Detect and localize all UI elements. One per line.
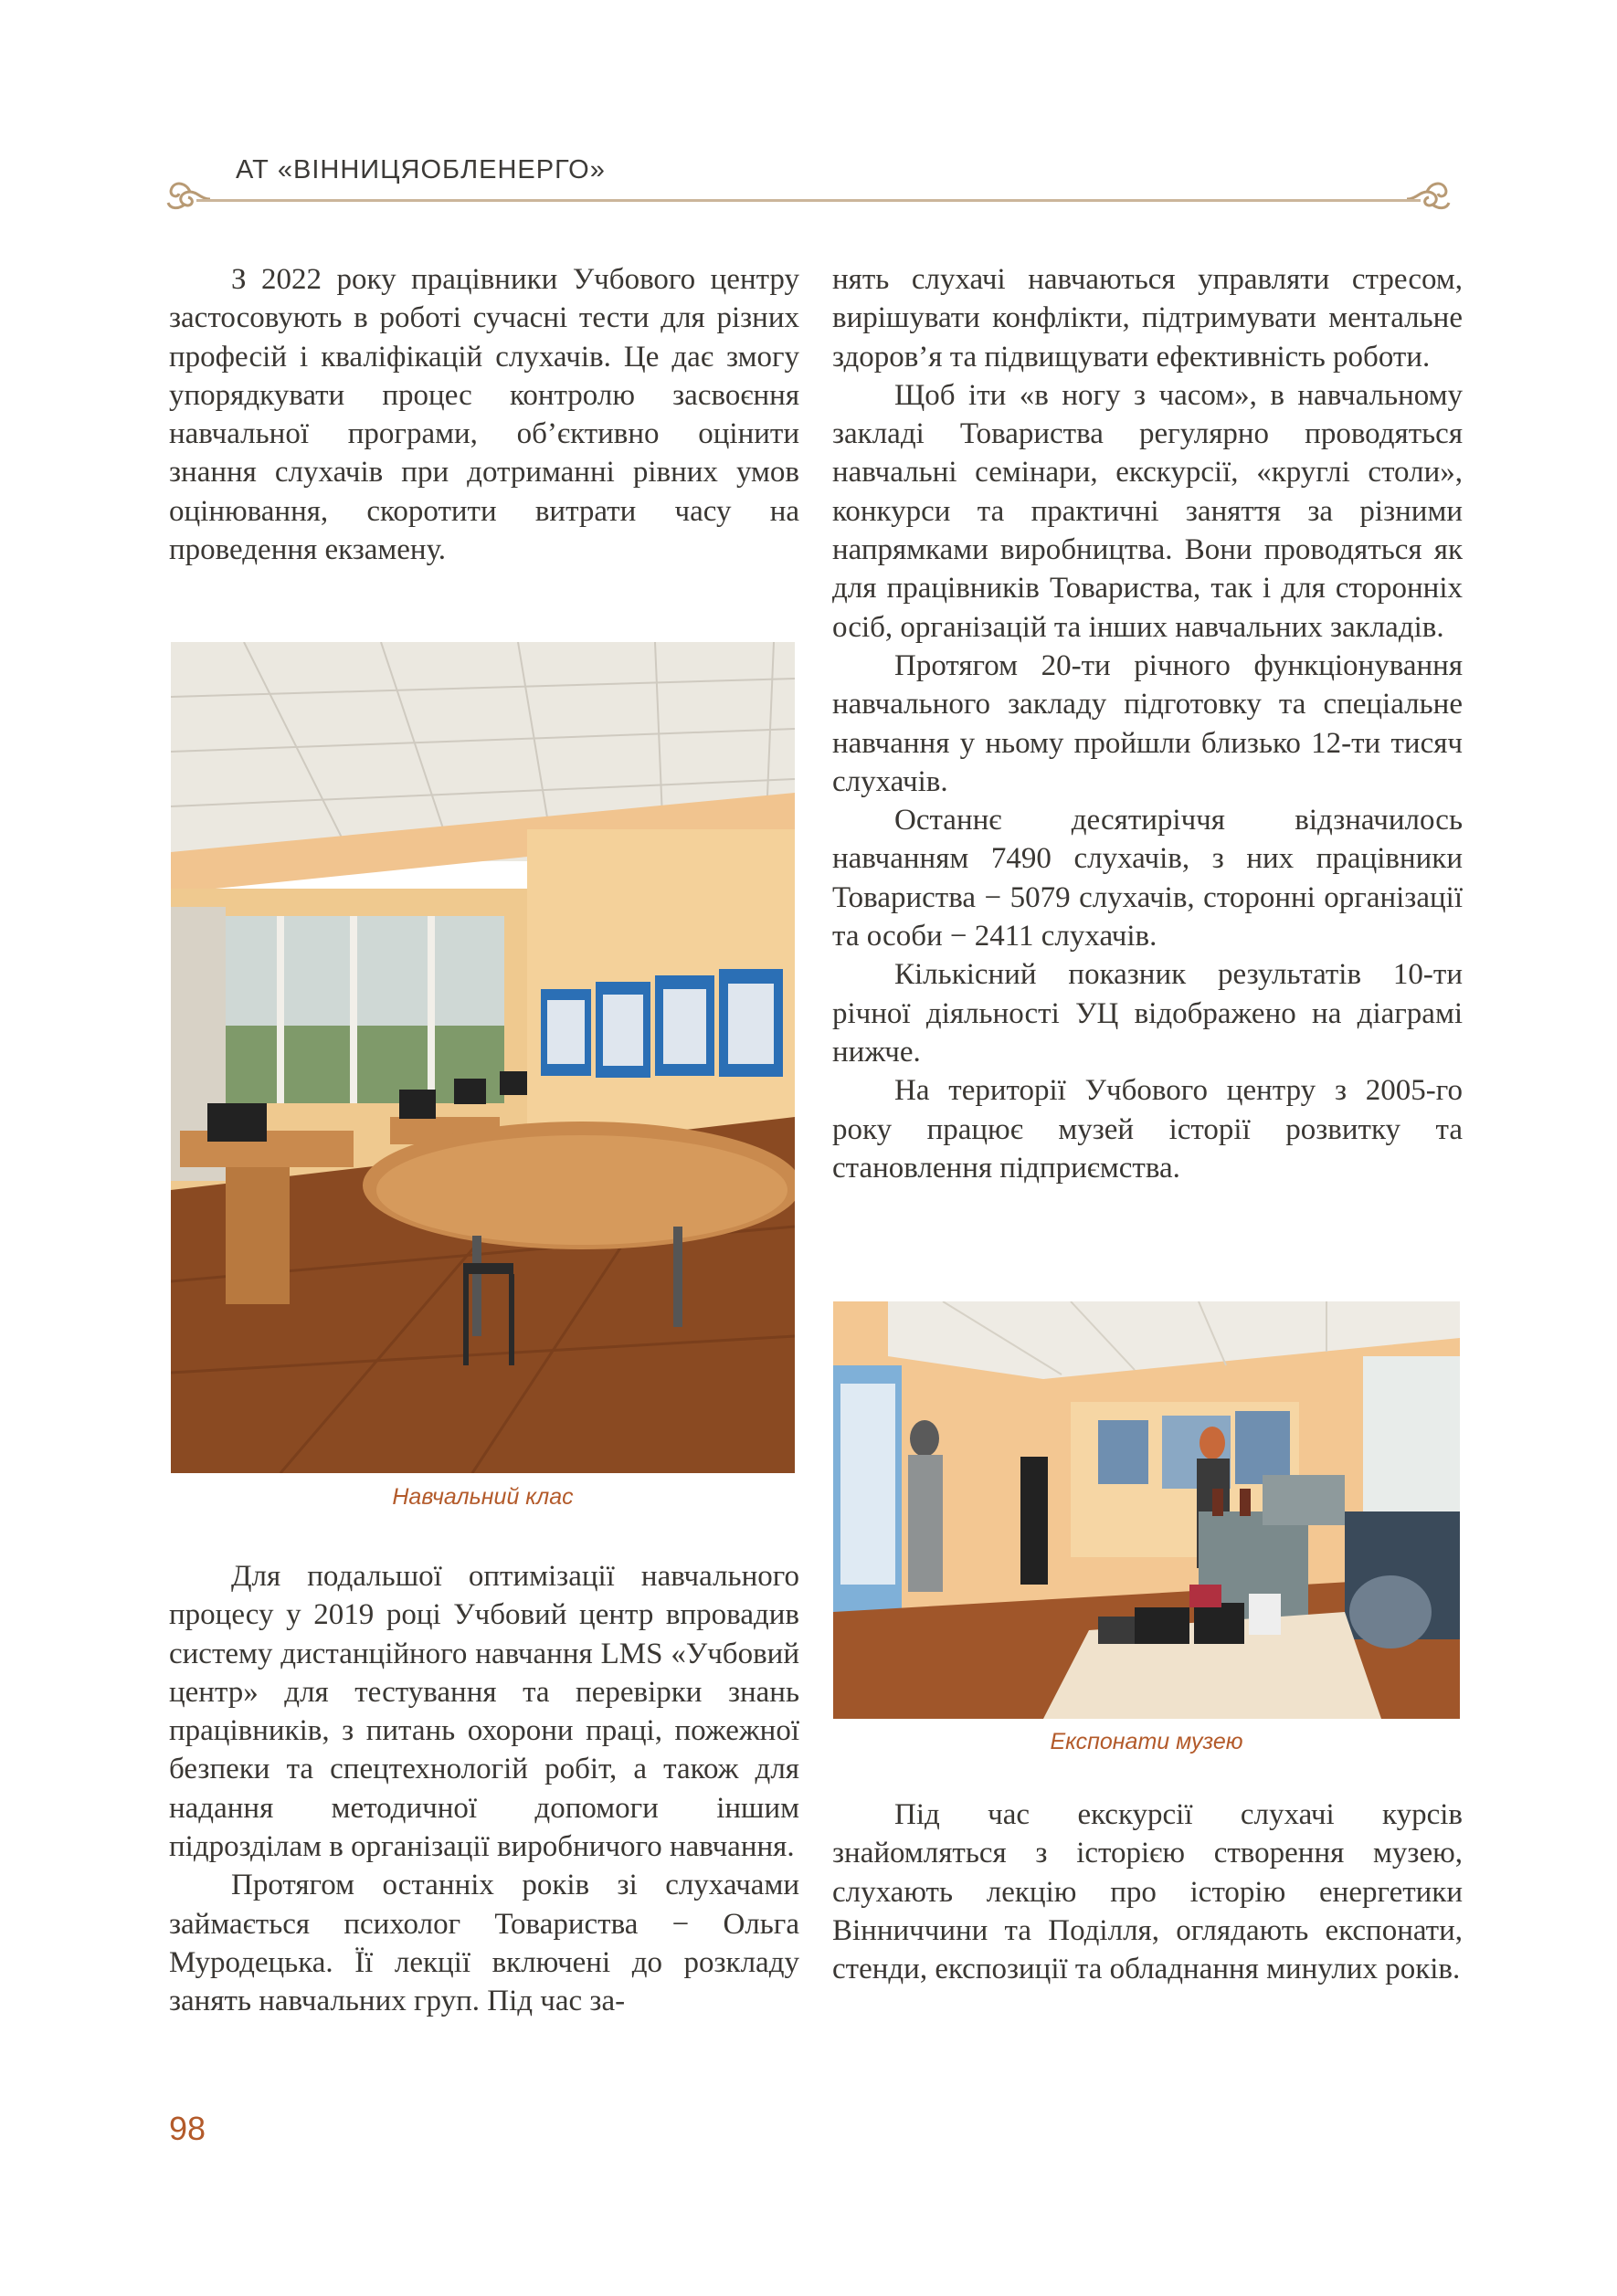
decorative-ornament-right-icon [1401, 172, 1453, 216]
paragraph-decade: Останнє десятиріччя відзначилось навчанням 7490 слухачів, з них працівники Товариства − 5079 слухачів, сторонні організації та особи − 2411 слухачів. [832, 804, 1463, 953]
page-number: 98 [169, 2110, 206, 2147]
left-column-bottom [169, 1557, 799, 2021]
paragraph-seminars: Щоб іти «в ногу з часом», в навчальному закладі Товариства регулярно проводяться навчальні семінари, екскурсії, «круглі столи», конкурси та практичні заняття за різними напрямками виробництва. Вони проводяться як для працівників Товариства, так і для сторонніх осіб, організацій та інших навчальних закладів. [832, 378, 1463, 644]
paragraph-lms: Для подальшої оптимізації навчального процесу у 2019 році Учбовий центр впровадив систему дистанційного навчання LMS «Учбовий центр» для тестування та перевірки знань працівників, з питань охорони праці, пожежної безпеки та спецтехнологій робіт, а також для надання методичної допомоги іншим підрозділам в організації виробничого навчання. [169, 1560, 799, 1864]
classroom-photo [171, 642, 795, 1473]
decorative-ornament-left-icon [164, 172, 216, 216]
paragraph-diagram-note: Кількісний показник результатів 10-ти річної діяльності УЦ відображено на діаграмі нижче. [832, 958, 1463, 1069]
paragraph-stress: нять слухачі навчаються управляти стресом, вирішувати конфлікти, підтримувати ментальне здоров’я та підвищувати ефективність роботи. [832, 263, 1463, 374]
left-column-top [169, 260, 799, 569]
header-divider [196, 199, 1421, 202]
paragraph-psychologist: Протягом останніх років зі слухачами займається психолог Товариства − Ольга Муродецька. Її лекції включені до розкладу занять навчальних груп. Під час за- [169, 1869, 799, 2018]
paragraph-20-years: Протягом 20-ти річного функціонування навчального закладу підготовку та спеціальне навчання у ньому пройшли близько 12-ти тисяч слухачів. [832, 648, 1463, 798]
museum-photo-caption: Експонати музею [1050, 1729, 1243, 1754]
running-header: АТ «ВІННИЦЯОБЛЕНЕРГО» [236, 155, 606, 184]
paragraph-tests: З 2022 року працівники Учбового центру застосовують в роботі сучасні тести для різних професій і кваліфікацій слухачів. Це дає змогу упорядкувати процес контролю засвоєння навчальної програми, об’єктивно оцінити знання слухачів при дотриманні рівних умов оцінювання, скоротити витрати часу на проведення екзамену. [169, 263, 799, 567]
classroom-photo-caption: Навчальний клас [392, 1484, 574, 1510]
paragraph-excursion: Під час екскурсії слухачі курсів знайомляться з історією створення музею, слухають лекцію про історію енергетики Вінниччини та Поділля, оглядають експонати, стенди, експозиції та обладнання минулих років. [832, 1798, 1463, 1986]
right-column-bottom [832, 1796, 1463, 1988]
paragraph-museum: На території Учбового центру з 2005-го року працює музей історії розвитку та становлення підприємства. [832, 1074, 1463, 1185]
right-column-top [832, 260, 1463, 1187]
museum-photo [833, 1301, 1460, 1719]
